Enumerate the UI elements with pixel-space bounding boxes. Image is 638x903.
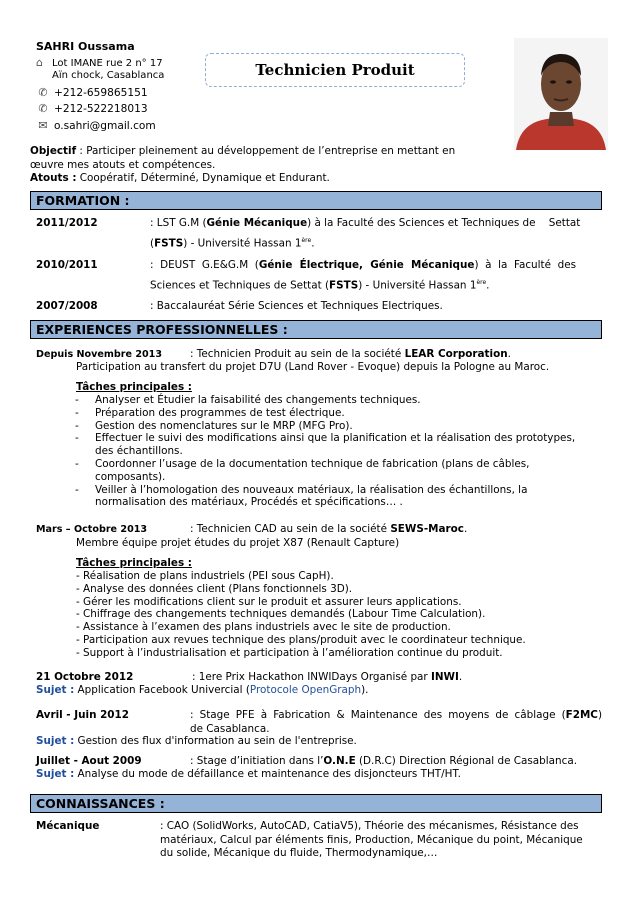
task-item: - Assistance à l’examen des plans industriels avec le site de production.: [76, 621, 451, 634]
exp5-text: : Stage d’initiation dans l’O.N.E (D.R.C) Direction Régional de Casablanca.: [190, 755, 577, 767]
address-line-1: Lot IMANE rue 2 n° 17: [52, 58, 163, 69]
task-item: - Analyse des données client (Plans fonctionnels 3D).: [76, 582, 353, 595]
task-item: - Coordonner l’usage de la documentation technique de fabrication (plans de câbles, composants).: [74, 458, 594, 484]
section-formation: FORMATION :: [30, 191, 602, 210]
exp2-tasks-label: Tâches principales :: [76, 557, 192, 569]
task-item: - Chiffrage des changements techniques demandés (Labour Time Calculation).: [76, 608, 486, 621]
formation-item-1: : LST G.M (Génie Mécanique) à la Faculté des Sciences et Techniques de Settat (FSTS) - Université Hassan 1ère.: [150, 217, 581, 249]
knowledge-label: Mécanique: [36, 820, 100, 832]
task-item: - Réalisation de plans industriels (PEI sous CapH).: [76, 570, 334, 582]
exp2-sub: Membre équipe projet études du projet X87 (Renault Capture): [76, 537, 400, 549]
formation-item-3: : Baccalauréat Série Sciences et Techniques Electriques.: [150, 300, 443, 312]
task-item: - Effectuer le suivi des modifications ainsi que la planification et la réalisation des prototypes, des échantillons.: [74, 432, 594, 458]
task-item: - Gérer les modifications client sur le produit et assurer leurs applications.: [76, 595, 462, 608]
phone-icon: ✆: [38, 86, 48, 99]
exp2-date: Mars – Octobre 2013: [36, 524, 148, 535]
job-title-box: [205, 53, 465, 87]
exp2-role: : Technicien CAD au sein de la société SEWS-Maroc.: [190, 523, 468, 535]
home-icon: ⌂: [36, 56, 43, 69]
objective-text-1: : Participer pleinement au développement de l’entreprise en mettant en: [76, 145, 456, 157]
task-item: - Veiller à l’homologation des nouveaux matériaux, la réalisation des échantillons, la normalisation des matériaux, Procédés et spécifications… .: [74, 484, 594, 510]
phone-icon: ✆: [38, 102, 48, 115]
formation-item-2: : DEUST G.E&G.M (Génie Électrique, Génie Mécanique) à la Faculté des Sciences et Techniques de Settat (FSTS) - Université Hassan 1ère.: [150, 259, 576, 291]
formation-year-2: 2010/2011: [36, 259, 98, 271]
exp1-tasks: [74, 394, 594, 509]
task-item: - Analyser et Étudier la faisabilité des changements techniques.: [74, 394, 594, 407]
exp1-sub: Participation au transfert du projet D7U (Land Rover - Evoque) depuis la Pologne au Maroc.: [76, 361, 550, 373]
exp3-date: 21 Octobre 2012: [36, 671, 134, 683]
email[interactable]: o.sahri@gmail.com: [54, 119, 156, 132]
candidate-name: SAHRI Oussama: [36, 40, 135, 53]
task-item: - Participation aux revues technique des plans/produit avec le coordinateur technique.: [76, 633, 526, 646]
formation-year-3: 2007/2008: [36, 300, 98, 312]
phone-1: +212-659865151: [54, 86, 148, 99]
exp1-tasks-label: Tâches principales :: [76, 381, 192, 393]
exp5-date: Juillet - Aout 2009: [36, 755, 142, 767]
email-row: [36, 119, 156, 132]
objective: [30, 145, 455, 186]
exp1-role: : Technicien Produit au sein de la société LEAR Corporation.: [190, 348, 511, 360]
task-item: - Support à l’industrialisation et participation à l’amélioration continue du produit.: [76, 646, 503, 659]
exp4-date: Avril - Juin 2012: [36, 709, 129, 721]
task-item: - Gestion des nomenclatures sur le MRP (MFG Pro).: [74, 420, 594, 433]
objective-label: Objectif: [30, 145, 77, 157]
phone-2: +212-522218013: [54, 102, 148, 115]
address: [52, 58, 164, 82]
job-title: Technicien Produit: [255, 61, 415, 79]
atouts-text: Coopératif, Déterminé, Dynamique et Endurant.: [76, 172, 330, 184]
mail-icon: ✉: [38, 119, 48, 132]
exp1-date: Depuis Novembre 2013: [36, 349, 163, 360]
atouts-label: Atouts :: [30, 172, 77, 184]
knowledge-text: : CAO (SolidWorks, AutoCAD, CatiaV5), Théorie des mécanismes, Résistance des matériaux, Calcul par éléments finis, Production, Mécanique du point, Mécanique du solide, Mécanique du fluide, Thermodynamique,…: [160, 820, 583, 859]
objective-text-2: œuvre mes atouts et compétences.: [30, 158, 216, 171]
exp4-subject: Sujet : Gestion des flux d'information au sein de l'entreprise.: [36, 735, 357, 747]
exp2-tasks: [76, 570, 526, 660]
exp3-subject: Sujet : Application Facebook Univercial (Protocole OpenGraph).: [36, 684, 369, 696]
phone-row-2: [36, 102, 148, 115]
address-line-2: Aïn chock, Casablanca: [52, 70, 165, 81]
formation-year-1: 2011/2012: [36, 217, 98, 229]
exp3-text: : 1ere Prix Hackathon INWIDays Organisé par INWI.: [192, 671, 463, 683]
section-connaissances: CONNAISSANCES :: [30, 794, 602, 813]
task-item: - Préparation des programmes de test électrique.: [74, 407, 594, 420]
exp5-subject: Sujet : Analyse du mode de défaillance et maintenance des disjoncteurs THT/HT.: [36, 768, 461, 780]
phone-row-1: [36, 86, 148, 99]
profile-photo: [514, 38, 608, 150]
exp4-text: : Stage PFE à Fabrication & Maintenance des moyens de câblage (F2MC) de Casablanca.: [190, 709, 602, 735]
section-experiences: EXPERIENCES PROFESSIONNELLES :: [30, 320, 602, 339]
